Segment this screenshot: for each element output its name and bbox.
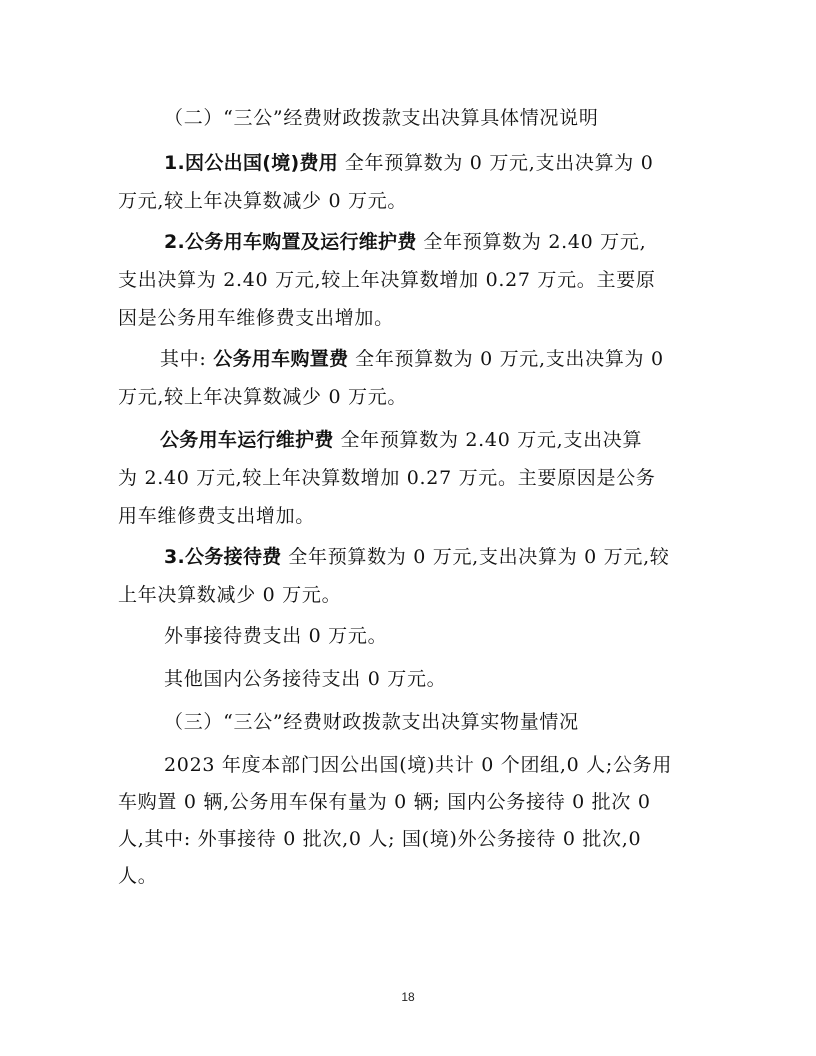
item2a-prefix: 其中:: [160, 348, 207, 370]
item2-line2: 支出决算为 2.40 万元,较上年决算数增加 0.27 万元。主要原: [118, 269, 656, 291]
item3-line1-rest: 全年预算数为 0 万元,支出决算为 0 万元,较: [288, 546, 670, 568]
item2b-line1-rest: 全年预算数为 2.40 万元,支出决算: [340, 429, 643, 451]
item2a-line2: 万元,较上年决算数减少 0 万元。: [118, 386, 408, 408]
item2-line1-rest: 全年预算数为 2.40 万元,: [423, 231, 647, 253]
item2a-line1-rest: 全年预算数为 0 万元,支出决算为 0: [355, 348, 664, 370]
item3-line1: [164, 545, 670, 569]
item3-title: 3.公务接待费: [164, 546, 282, 568]
item2b-title: 公务用车运行维护费: [160, 429, 334, 451]
item1-line2: 万元,较上年决算数减少 0 万元。: [118, 190, 408, 212]
item2b-line3: 用车维修费支出增加。: [118, 505, 316, 527]
section3-title: （三）“三公”经费财政拨款支出决算实物量情况: [164, 711, 579, 733]
section2-title: （二）“三公”经费财政拨款支出决算具体情况说明: [164, 107, 599, 129]
item2a-title: 公务用车购置费: [213, 348, 349, 370]
summary-line3: 人,其中: 外事接待 0 批次,0 人; 国(境)外公务接待 0 批次,0: [118, 828, 642, 850]
summary-line4: 人。: [118, 865, 158, 887]
item2a-line1: [160, 347, 664, 371]
item2b-line1: [160, 428, 642, 452]
page-number: 18: [401, 990, 415, 1004]
summary-line2: 车购置 0 辆,公务用车保有量为 0 辆; 国内公务接待 0 批次 0: [118, 791, 651, 813]
domestic-reception: 其他国内公务接待支出 0 万元。: [164, 668, 447, 690]
item2-line3: 因是公务用车维修费支出增加。: [118, 307, 394, 329]
item2-title: 2.公务用车购置及运行维护费: [164, 231, 417, 253]
item2b-line2: 为 2.40 万元,较上年决算数增加 0.27 万元。主要原因是公务: [118, 467, 656, 489]
foreign-reception: 外事接待费支出 0 万元。: [164, 625, 388, 647]
item3-line2: 上年决算数减少 0 万元。: [118, 584, 342, 606]
summary-line1: 2023 年度本部门因公出国(境)共计 0 个团组,0 人;公务用: [164, 754, 673, 776]
item1-line1: [164, 151, 654, 175]
item1-line1-rest: 全年预算数为 0 万元,支出决算为 0: [344, 152, 654, 174]
item2-line1: [164, 230, 646, 254]
item1-title: 1.因公出国(境)费用: [164, 152, 339, 174]
